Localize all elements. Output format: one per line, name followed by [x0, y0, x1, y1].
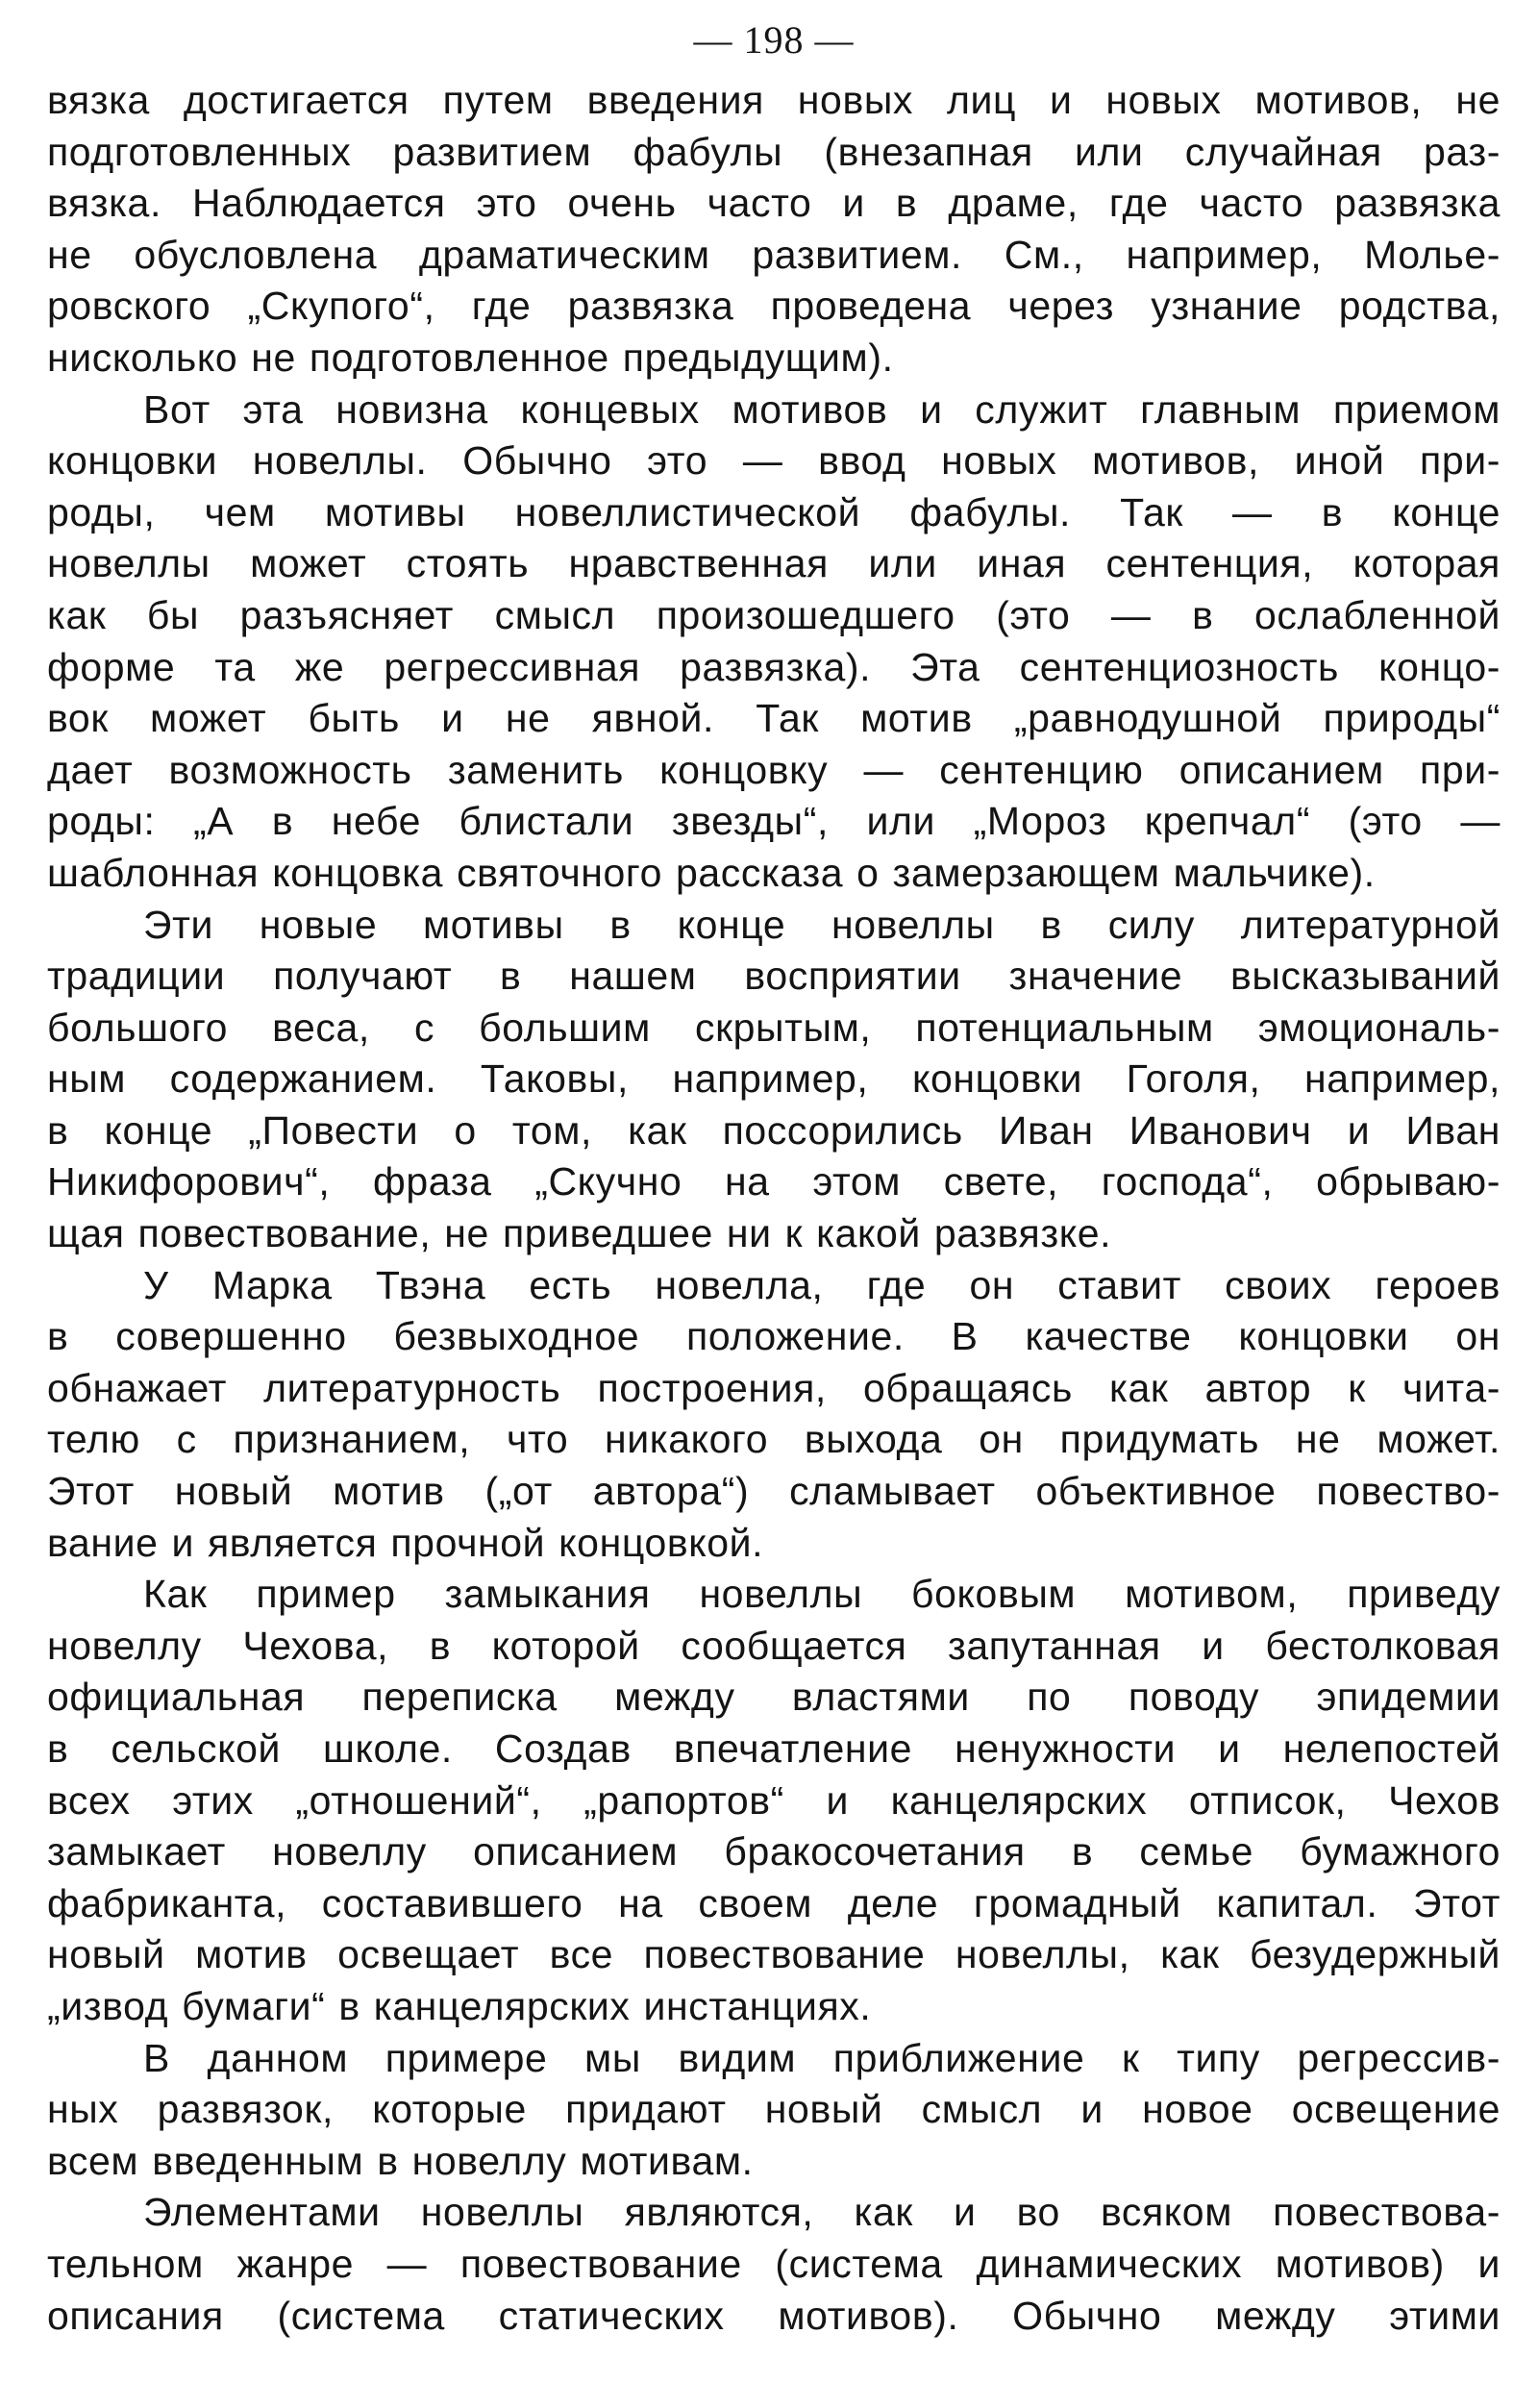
text-line: ных развязок, которые придают новый смысл и новое освещение: [47, 2087, 1501, 2132]
paragraph: [47, 900, 1501, 1260]
text-line: Никифорович“, фраза „Скучно на этом свете, господа“, обрываю-: [47, 1159, 1501, 1204]
paragraph: [47, 385, 1501, 900]
text-line: роды: „А в небе блистали звезды“, или „Мороз крепчал“ (это —: [47, 799, 1501, 844]
text-line: В данном примере мы видим приближение к типу регрессив-: [143, 2035, 1501, 2080]
text-line: официальная переписка между властями по поводу эпидемии: [47, 1675, 1501, 1720]
paragraph: [47, 75, 1501, 385]
text-line: Элементами новеллы являются, как и во всяком повествова-: [143, 2190, 1501, 2235]
text-line: „извод бумаги“ в канцелярских инстанциях.: [47, 1983, 872, 2028]
text-line: в конце „Повести о том, как поссорились Иван Иванович и Иван: [47, 1107, 1501, 1153]
paragraph: [47, 2187, 1501, 2342]
text-line: концовки новеллы. Обычно это — ввод новых мотивов, иной при-: [47, 438, 1501, 484]
text-line: обнажает литературность построения, обращаясь как автор к чита-: [47, 1365, 1501, 1410]
text-line: тельном жанре — повествование (система динамических мотивов) и: [47, 2241, 1501, 2286]
text-line: подготовленных развитием фабулы (внезапная или случайная раз-: [47, 129, 1501, 174]
text-line: Этот новый мотив („от автора“) сламывает объективное повество-: [47, 1469, 1501, 1514]
text-line: в сельской школе. Создав впечатление ненужности и нелепостей: [47, 1726, 1501, 1771]
text-line: Как пример замыкания новеллы боковым мотивом, приведу: [143, 1572, 1501, 1617]
paragraph: [47, 2033, 1501, 2188]
text-line: нисколько не подготовленное предыдущим).: [47, 335, 894, 380]
text-line: замыкает новеллу описанием бракосочетания в семье бумажного: [47, 1829, 1501, 1874]
text-line: большого веса, с большим скрытым, потенциальным эмоциональ-: [47, 1005, 1501, 1050]
text-line: новый мотив освещает все повествование новеллы, как безудержный: [47, 1932, 1501, 1977]
text-line: форме та же регрессивная развязка). Эта сентенциозность концо-: [47, 644, 1501, 689]
text-line: новеллу Чехова, в которой сообщается запутанная и бестолковая: [47, 1623, 1501, 1668]
text-line: вание и является прочной концовкой.: [47, 1520, 764, 1565]
paragraph: [47, 1569, 1501, 2032]
text-line: описания (система статических мотивов). Обычно между этими: [47, 2293, 1501, 2338]
paragraph: [47, 1260, 1501, 1570]
text-line: роды, чем мотивы новеллистической фабулы. Так — в конце: [47, 489, 1501, 534]
text-line: всем введенным в новеллу мотивам.: [47, 2138, 754, 2183]
text-line: не обусловлена драматическим развитием. См., например, Молье-: [47, 232, 1501, 277]
text-line: фабриканта, составившего на своем деле громадный капитал. Этот: [47, 1880, 1501, 1925]
text-line: в совершенно безвыходное положение. В качестве концовки он: [47, 1314, 1501, 1359]
text-line: как бы разъясняет смысл произошедшего (это — в ослабленной: [47, 592, 1501, 637]
text-line: шаблонная концовка святочного рассказа о замерзающем мальчике).: [47, 850, 1376, 895]
text-line: вок может быть и не явной. Так мотив „равнодушной природы“: [47, 696, 1501, 741]
text-line: ровского „Скупого“, где развязка проведена через узнание родства,: [47, 284, 1501, 329]
text-line: телю с признанием, что никакого выхода он придумать не может.: [47, 1417, 1501, 1462]
text-line: традиции получают в нашем восприятии значение высказываний: [47, 954, 1501, 999]
text-line: вязка достигается путем введения новых лиц и новых мотивов, не: [47, 78, 1501, 122]
text-line: У Марка Твэна есть новелла, где он ставит своих героев: [143, 1262, 1501, 1307]
text-line: Эти новые мотивы в конце новеллы в силу литературной: [143, 902, 1501, 947]
text-line: Вот эта новизна концевых мотивов и служит главным приемом: [143, 386, 1501, 432]
text-line: новеллы может стоять нравственная или иная сентенция, которая: [47, 541, 1501, 586]
text-line: вязка. Наблюдается это очень часто и в драме, где часто развязка: [47, 181, 1501, 226]
page-number: — 198 —: [693, 18, 855, 62]
text-line: всех этих „отношений“, „рапортов“ и канцелярских отписок, Чехов: [47, 1777, 1501, 1823]
text-line: дает возможность заменить концовку — сентенцию описанием при-: [47, 747, 1501, 792]
text-line: щая повествование, не приведшее ни к какой развязке.: [47, 1211, 1112, 1256]
text-line: ным содержанием. Таковы, например, концовки Гоголя, например,: [47, 1056, 1501, 1102]
page-text-body: [47, 75, 1501, 2342]
book-page: [47, 13, 1501, 2342]
